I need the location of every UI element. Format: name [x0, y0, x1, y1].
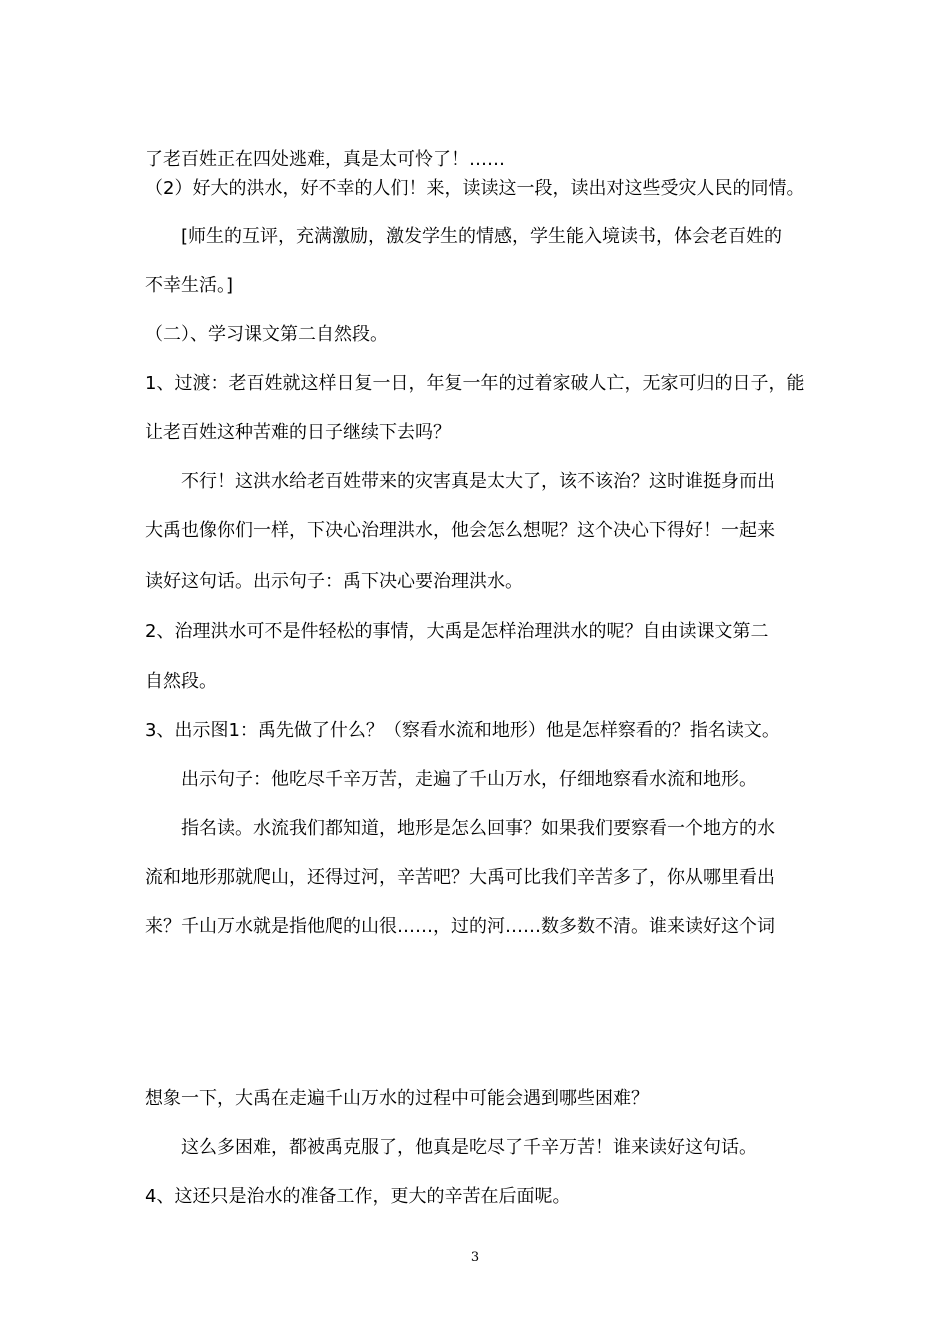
paragraph-line-15: 指名读。水流我们都知道，地形是怎么回事？如果我们要察看一个地方的水 — [181, 818, 775, 839]
paragraph-line-7: 让老百姓这种苦难的日子继续下去吗？ — [145, 422, 451, 443]
paragraph-line-20: 4、这还只是治水的准备工作，更大的辛苦在后面呢。 — [145, 1186, 571, 1207]
paragraph-line-8: 不行！这洪水给老百姓带来的灾害真是太大了，该不该治？这时谁挺身而出 — [181, 471, 775, 492]
paragraph-line-3: [师生的互评，充满激励，激发学生的情感，学生能入境读书，体会老百姓的 — [181, 226, 783, 247]
paragraph-line-4: 不幸生活。] — [145, 275, 234, 296]
paragraph-line-1: 了老百姓正在四处逃难，真是太可怜了！…… — [145, 149, 505, 170]
paragraph-line-18: 想象一下，大禹在走遍千山万水的过程中可能会遇到哪些困难？ — [145, 1088, 649, 1109]
paragraph-line-9: 大禹也像你们一样，下决心治理洪水，他会怎么想呢？这个决心下得好！一起来 — [145, 520, 775, 541]
paragraph-line-12: 自然段。 — [145, 671, 217, 692]
paragraph-line-6: 1、过渡：老百姓就这样日复一日，年复一年的过着家破人亡，无家可归的日子，能 — [145, 373, 805, 394]
paragraph-line-19: 这么多困难，都被禹克服了，他真是吃尽了千辛万苦！谁来读好这句话。 — [181, 1137, 757, 1158]
page-number: 3 — [470, 1250, 480, 1265]
paragraph-line-11: 2、治理洪水可不是件轻松的事情，大禹是怎样治理洪水的呢？自由读课文第二 — [145, 621, 769, 642]
paragraph-line-16: 流和地形那就爬山，还得过河，辛苦吧？大禹可比我们辛苦多了，你从哪里看出 — [145, 867, 775, 888]
paragraph-line-17: 来？千山万水就是指他爬的山很……，过的河……数多数不清。谁来读好这个词 — [145, 916, 775, 937]
paragraph-line-14: 出示句子：他吃尽千辛万苦，走遍了千山万水，仔细地察看水流和地形。 — [181, 769, 757, 790]
paragraph-line-10: 读好这句话。出示句子：禹下决心要治理洪水。 — [145, 571, 523, 592]
paragraph-line-13: 3、出示图1：禹先做了什么？（察看水流和地形）他是怎样察看的？指名读文。 — [145, 720, 780, 741]
paragraph-line-2: （2）好大的洪水，好不幸的人们！来，读读这一段，读出对这些受灾人民的同情。 — [145, 178, 805, 199]
section-heading: （二）、学习课文第二自然段。 — [145, 324, 388, 345]
